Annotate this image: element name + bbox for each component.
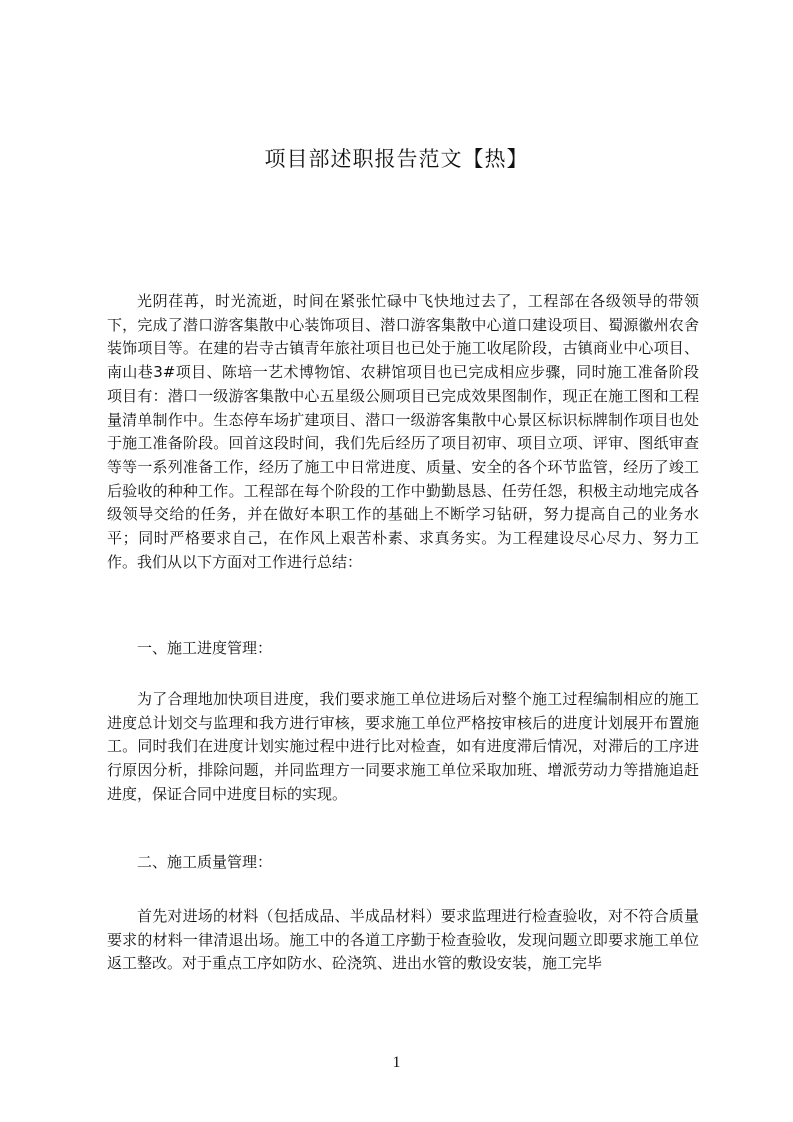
section-paragraph-progress: 为了合理地加快项目进度，我们要求施工单位进场后对整个施工过程编制相应的施工进度总计划交与监理和我方进行审核，要求施工单位严格按审核后的进度计划展开布置施工。同时我们在进度计划实施过程中进行比对检查，如有进度滞后情况，对滞后的工序进行原因分析，排除问题，并同监理方一同要求施工单位采取加班、增派劳动力等措施追赶进度，保证合同中进度目标的实现。: [107, 690, 699, 803]
section-heading-quality: 二、施工质量管理：: [137, 853, 273, 871]
intro-paragraph: 光阴荏苒，时光流逝，时间在紧张忙碌中飞快地过去了，工程部在各级领导的带领下，完成了潜口游客集散中心装饰项目、潜口游客集散中心道口建设项目、蜀源徽州农舍装饰项目等。在建的岩寺古镇青年旅社项目也已处于施工收尾阶段，古镇商业中心项目、南山巷3#项目、陈培一艺术博物馆、农耕馆项目也已完成相应步骤，同时施工准备阶段项目有：潜口一级游客集散中心五星级公厕项目已完成效果图制作，现正在施工图和工程量清单制作中。生态停车场扩建项目、潜口一级游客集散中心景区标识标牌制作项目也处于施工准备阶段。回首这段时间，我们先后经历了项目初审、项目立项、评审、图纸审查等等一系列准备工作，经历了施工中日常进度、质量、安全的各个环节监管，经历了竣工后验收的种种工作。工程部在每个阶段的工作中勤勤恳恳、任劳任怨，积极主动地完成各级领导交给的任务，并在做好本职工作的基础上不断学习钻研，努力提高自己的业务水平；同时严格要求自己，在作风上艰苦朴素、求真务实。为工程建设尽心尽力、努力工作。我们从以下方面对工作进行总结：: [107, 292, 699, 571]
section-paragraph-quality: 首先对进场的材料（包括成品、半成品材料）要求监理进行检查验收，对不符合质量要求的材料一律清退出场。施工中的各道工序勤于检查验收，发现问题立即要求施工单位返工整改。对于重点工序如防水、砼浇筑、进出水管的敷设安装，施工完毕: [107, 907, 699, 973]
section-heading-progress: 一、施工进度管理：: [137, 639, 273, 657]
page-number: 1: [392, 1054, 401, 1071]
document-title: 项目部述职报告范文【热】: [264, 147, 529, 171]
